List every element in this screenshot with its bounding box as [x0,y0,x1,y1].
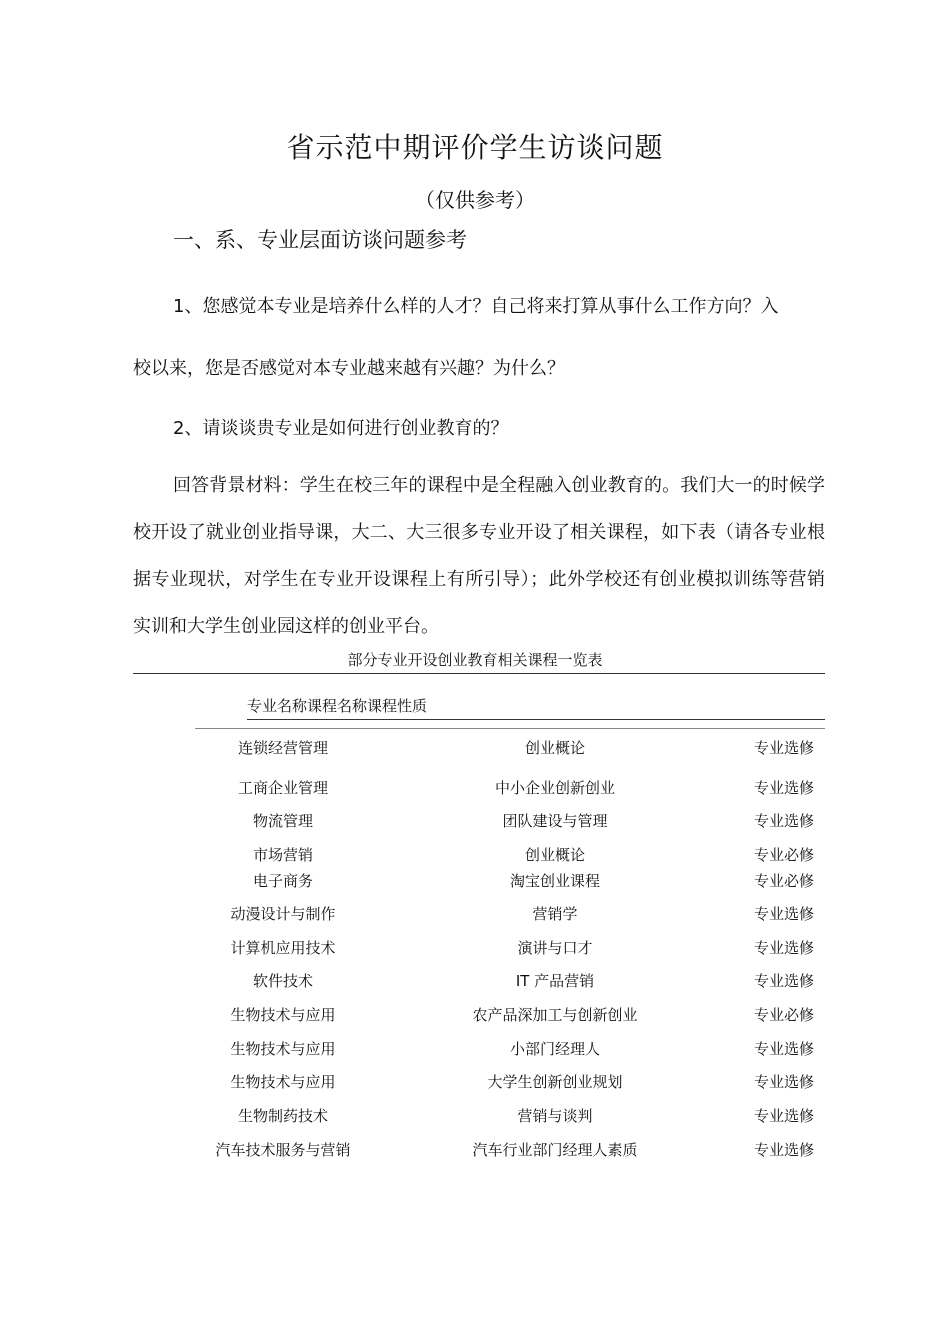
course-type-cell: 专业选修 [753,1073,814,1091]
major-name-cell: 生物技术与应用 [230,1040,336,1058]
table-header: 专业名称课程名称课程性质 [247,697,428,715]
major-name-cell: 软件技术 [252,972,313,990]
table-top-rule [133,673,825,674]
major-name-cell: 动漫设计与制作 [230,905,336,923]
major-name-cell: 生物制药技术 [237,1107,328,1125]
course-name-cell: 营销与谈判 [517,1107,593,1125]
course-type-cell: 专业必修 [753,872,814,890]
course-name-cell: 营销学 [532,905,578,923]
document-title: 省示范中期评价学生访谈问题 [286,131,664,164]
course-name-cell: 创业概论 [524,846,585,864]
course-name-cell: 小部门经理人 [509,1040,600,1058]
course-name-cell: 淘宝创业课程 [509,872,600,890]
course-name-cell: 中小企业创新创业 [494,779,615,797]
course-type-cell: 专业选修 [753,972,814,990]
course-name-cell: 团队建设与管理 [502,812,608,830]
major-name-cell: 物流管理 [252,812,313,830]
major-name-cell: 市场营销 [252,846,313,864]
major-name-cell: 连锁经营管理 [237,739,328,757]
question-1-line-2: 校以来，您是否感觉对本专业越来越有兴趣？为什么？ [133,358,565,379]
major-name-cell: 工商企业管理 [237,779,328,797]
question-2: 2、请谈谈贵专业是如何进行创业教育的？ [173,418,509,439]
section-heading: 一、系、专业层面访谈问题参考 [173,228,467,252]
major-name-cell: 生物技术与应用 [230,1006,336,1024]
background-material: 回答背景材料：学生在校三年的课程中是全程融入创业教育的。我们大一的时候学校开设了就业创业指导课，大二、大三很多专业开设了相关课程，如下表（请各专业根据专业现状，对学生在专业开设课程上有所引导）；此外学校还有创业模拟训练等营销实训和大学生创业园这样的创业平台。 [133,475,825,637]
course-type-cell: 专业选修 [753,739,814,757]
major-name-cell: 生物技术与应用 [230,1073,336,1091]
course-type-cell: 专业必修 [753,1006,814,1024]
document-subtitle: （仅供参考） [415,188,535,212]
question-1-line-1: 1、您感觉本专业是培养什么样的人才？自己将来打算从事什么工作方向？入 [173,296,779,317]
course-type-cell: 专业选修 [753,779,814,797]
course-type-cell: 专业必修 [753,846,814,864]
course-name-cell: 汽车行业部门经理人素质 [472,1141,638,1159]
course-type-cell: 专业选修 [753,1141,814,1159]
course-type-cell: 专业选修 [753,939,814,957]
course-name-cell: 农产品深加工与创新创业 [472,1006,638,1024]
course-name-cell: IT 产品营销 [515,972,595,990]
major-name-cell: 汽车技术服务与营销 [215,1141,351,1159]
major-name-cell: 计算机应用技术 [230,939,336,957]
course-type-cell: 专业选修 [753,1040,814,1058]
course-name-cell: 演讲与口才 [517,939,593,957]
course-name-cell: 大学生创新创业规划 [487,1073,623,1091]
course-type-cell: 专业选修 [753,1107,814,1125]
course-type-cell: 专业选修 [753,905,814,923]
table-caption: 部分专业开设创业教育相关课程一览表 [347,651,603,669]
course-name-cell: 创业概论 [524,739,585,757]
table-header-rule [247,719,825,720]
table-body-rule [195,728,825,729]
course-type-cell: 专业选修 [753,812,814,830]
major-name-cell: 电子商务 [252,872,313,890]
